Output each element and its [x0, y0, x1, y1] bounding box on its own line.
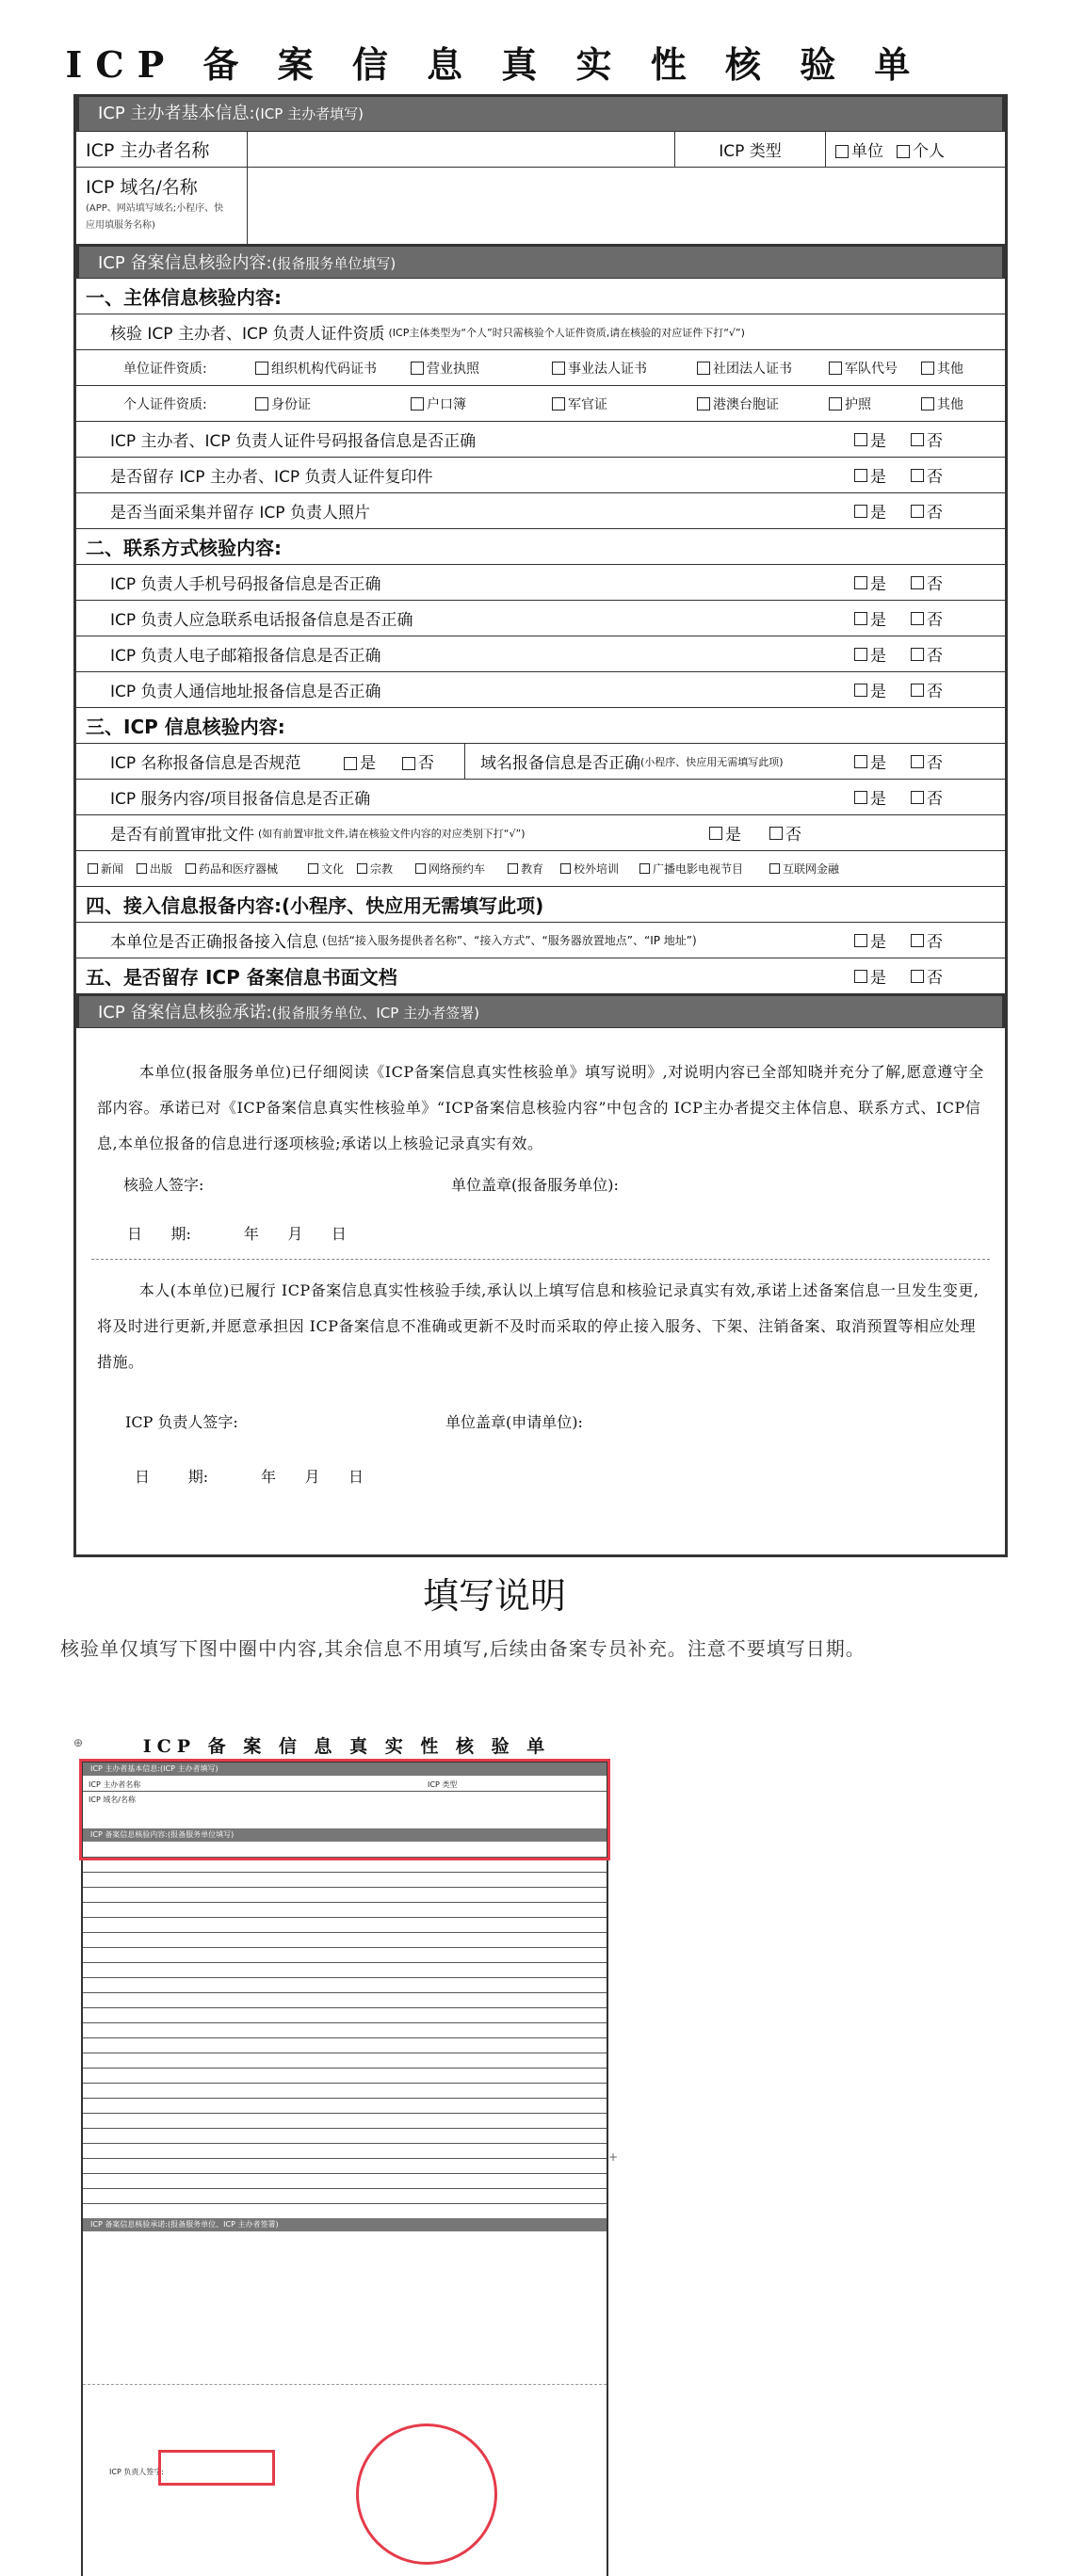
- s3-heading: 三、ICP 信息核验内容:: [76, 707, 1005, 743]
- yes-checkbox[interactable]: 是: [854, 601, 886, 636]
- check-bar-title: ICP 备案信息核验内容:: [98, 253, 272, 273]
- promise-bar-note: (报备服务单位、ICP 主办者签署): [271, 1005, 479, 1022]
- checkbox-icon: [897, 145, 910, 158]
- dashed-divider: [91, 1259, 990, 1260]
- no-checkbox[interactable]: 否: [911, 958, 943, 993]
- no-checkbox[interactable]: 否: [911, 458, 943, 492]
- approval-opt[interactable]: 网络预约车: [415, 861, 508, 877]
- check-bar-note: (报备服务单位填写): [271, 255, 396, 272]
- unit-opt-0[interactable]: 组织机构代码证书: [255, 359, 411, 378]
- approval-opt[interactable]: 广播电影电视节目: [639, 861, 769, 877]
- host-name-label: ICP 主办者名称: [76, 132, 248, 167]
- unit-opt-1[interactable]: 营业执照: [411, 359, 552, 378]
- s1-q0-note: (ICP主体类型为“个人”时只需核验个人证件资质,请在核验的对应证件下打“√”): [388, 326, 745, 339]
- unit-seal-label-1: 单位盖章(报备服务单位):: [451, 1176, 619, 1194]
- icp-type-person[interactable]: 个人: [897, 137, 945, 161]
- s1-q0: [76, 314, 1005, 349]
- s2-q3: ICP 负责人电子邮箱报备信息是否正确 是 否: [76, 636, 1005, 671]
- host-domain-row: [76, 167, 1005, 244]
- s1-q2: 是否留存 ICP 主办者、ICP 负责人证件复印件 是 否: [76, 457, 1005, 492]
- s3-q1-no[interactable]: 否: [402, 749, 464, 773]
- s2-heading: 二、联系方式核验内容:: [76, 528, 1005, 564]
- thumb-name-label: ICP 主办者名称: [89, 1780, 141, 1789]
- highlight-signature: [158, 2450, 275, 2486]
- s1-heading: 一、主体信息核验内容:: [76, 278, 1005, 314]
- thumb-sign-label: ICP 负责人签字:: [109, 2468, 165, 2476]
- approval-opt[interactable]: 教育: [508, 861, 560, 877]
- yes-checkbox[interactable]: 是: [854, 923, 886, 958]
- yes-checkbox[interactable]: 是: [854, 565, 886, 600]
- host-info-bar-title: ICP 主办者基本信息:: [98, 104, 255, 123]
- domain-hint-1: (APP、网站填写域名;小程序、快: [86, 203, 224, 214]
- yes-checkbox[interactable]: 是: [854, 744, 886, 779]
- promise-para-1: 本单位(报备服务单位)已仔细阅读《ICP备案信息真实性核验单》填写说明》,对说明内容已全部知晓并充分了解,愿意遵守全部内容。承诺已对《ICP备案信息真实性核验单》“ICP备案信息核验内容”中包含的 ICP主办者提交主体信息、联系方式、ICP信息,本单位报备的信息进行逐项核验;承诺以上核验记录真实有效。: [97, 1063, 984, 1152]
- unit-opt-5[interactable]: 其他: [921, 359, 963, 378]
- date-line-1: 日 期: 年 月 日: [127, 1225, 347, 1243]
- s1-q1: ICP 主办者、ICP 负责人证件号码报备信息是否正确 是 否: [76, 421, 1005, 457]
- person-opt-5[interactable]: 其他: [921, 394, 963, 413]
- host-info-bar: [76, 97, 1005, 131]
- instructions-body: 核验单仅填写下图中圈中内容,其余信息不用填写,后续由备案专员补充。注意不要填写日期。: [60, 1637, 866, 1660]
- person-cert-row: [76, 385, 1005, 421]
- no-checkbox[interactable]: 否: [911, 565, 943, 600]
- unit-opt-3[interactable]: 社团法人证书: [697, 359, 829, 378]
- verification-form: [73, 94, 1008, 1557]
- domain-label-cell: [76, 168, 248, 244]
- person-opt-0[interactable]: 身份证: [255, 394, 411, 413]
- move-handle-icon: ⊕: [73, 1736, 84, 1749]
- checkbox-icon: [835, 145, 849, 158]
- thumb-bar-1-text: ICP 主办者基本信息:(ICP 主办者填写): [90, 1764, 218, 1773]
- thumb-type-label: ICP 类型: [428, 1780, 458, 1789]
- no-checkbox[interactable]: 否: [911, 601, 943, 636]
- no-checkbox[interactable]: 否: [911, 744, 943, 779]
- domain-hint-2: 应用填服务名称): [86, 220, 155, 231]
- s5-heading: 五、是否留存 ICP 备案信息书面文档: [86, 966, 397, 989]
- no-checkbox[interactable]: 否: [911, 422, 943, 457]
- yes-checkbox[interactable]: 是: [854, 458, 886, 492]
- promise-body: [76, 1027, 1005, 1554]
- s2-q1: ICP 负责人手机号码报备信息是否正确 是 否: [76, 564, 1005, 600]
- approval-opt[interactable]: 宗教: [357, 861, 415, 877]
- s3-q3-yes[interactable]: 是: [709, 815, 741, 850]
- s2-q2: ICP 负责人应急联系电话报备信息是否正确 是 否: [76, 600, 1005, 636]
- highlight-host-info: [79, 1759, 610, 1860]
- icp-type-options: [826, 132, 1005, 167]
- s4-q1: 本单位是否正确报备接入信息 (包括“接入服务提供者名称”、“接入方式”、“服务器放置地点”、“IP 地址”) 是 否: [76, 922, 1005, 958]
- s3-q3: 是否有前置审批文件 (如有前置审批文件,请在核验文件内容的对应类别下打“√”) 是 否: [76, 814, 1005, 850]
- approval-opt[interactable]: 校外培训: [560, 861, 639, 877]
- no-checkbox[interactable]: 否: [911, 672, 943, 707]
- approval-opt[interactable]: 出版: [137, 861, 186, 877]
- host-name-field[interactable]: [248, 132, 675, 167]
- check-bar: [76, 244, 1005, 278]
- no-checkbox[interactable]: 否: [911, 923, 943, 958]
- s3-q1: ICP 名称报备信息是否规范 是 否 域名报备信息是否正确 (小程序、快应用无需填写此项) 是 否: [76, 743, 1005, 779]
- yes-checkbox[interactable]: 是: [854, 493, 886, 528]
- icp-type-label: ICP 类型: [675, 132, 826, 167]
- person-opt-4[interactable]: 护照: [829, 394, 921, 413]
- s4-heading: 四、接入信息报备内容:(小程序、快应用无需填写此项): [76, 886, 1005, 922]
- s1-q3: 是否当面采集并留存 ICP 负责人照片 是 否: [76, 492, 1005, 528]
- s2-q4: ICP 负责人通信地址报备信息是否正确 是 否: [76, 671, 1005, 707]
- thumb-bar-3-text: ICP 备案信息核验承诺:(报备服务单位、ICP 主办者签署): [90, 2220, 279, 2229]
- promise-bar: [76, 993, 1005, 1027]
- thumb-bar-2-text: ICP 备案信息核验内容:(报备服务单位填写): [90, 1830, 235, 1839]
- domain-field[interactable]: [248, 168, 1005, 244]
- promise-para-2: 本人(本单位)已履行 ICP备案信息真实性核验手续,承认以上填写信息和核验记录真实有效,承诺上述备案信息一旦发生变更,将及时进行更新,并愿意承担因 ICP备案信息不准确或更新不及时而采取的停止接入服务、下架、注销备案、取消预置等相应处理措施。: [97, 1281, 979, 1371]
- s3-q1-yes[interactable]: 是: [344, 749, 402, 773]
- unit-seal-label-2: 单位盖章(申请单位):: [445, 1413, 583, 1431]
- add-icon: +: [608, 2150, 619, 2164]
- instructions-heading: 填写说明: [422, 1575, 566, 1617]
- yes-checkbox[interactable]: 是: [854, 958, 886, 993]
- promise-bar-title: ICP 备案信息核验承诺:: [98, 1003, 272, 1022]
- form-title: ICP 备 案 信 息 真 实 性 核 验 单: [65, 43, 924, 86]
- verifier-sign-label: 核验人签字:: [123, 1176, 204, 1194]
- icp-type-unit[interactable]: 单位: [835, 137, 883, 161]
- approval-opt[interactable]: 互联网金融: [769, 861, 839, 877]
- unit-opt-2[interactable]: 事业法人证书: [552, 359, 697, 378]
- no-checkbox[interactable]: 否: [911, 493, 943, 528]
- unit-cert-label: 单位证件资质:: [123, 361, 207, 377]
- s5-row: [76, 958, 1005, 993]
- date-line-2: 日 期: 年 月 日: [135, 1468, 364, 1486]
- domain-label: ICP 域名/名称: [86, 177, 198, 198]
- person-cert-label: 个人证件资质:: [123, 396, 207, 412]
- yes-checkbox[interactable]: 是: [854, 636, 886, 671]
- s3-q2: ICP 服务内容/项目报备信息是否正确 是 否: [76, 779, 1005, 814]
- host-info-bar-note: (ICP 主办者填写): [254, 105, 364, 122]
- host-name-row: [76, 131, 1005, 167]
- yes-checkbox[interactable]: 是: [854, 422, 886, 457]
- no-checkbox[interactable]: 否: [911, 636, 943, 671]
- yes-checkbox[interactable]: 是: [854, 672, 886, 707]
- approval-opts-row: [76, 850, 1005, 886]
- approval-opt[interactable]: 新闻: [88, 861, 137, 877]
- no-checkbox[interactable]: 否: [911, 780, 943, 814]
- s1-q0-text: 核验 ICP 主办者、ICP 负责人证件资质: [110, 325, 385, 344]
- person-opt-3[interactable]: 港澳台胞证: [697, 394, 829, 413]
- person-opt-2[interactable]: 军官证: [552, 394, 697, 413]
- icp-sign-label: ICP 负责人签字:: [125, 1413, 238, 1431]
- approval-opt[interactable]: 文化: [308, 861, 357, 877]
- person-opt-1[interactable]: 户口簿: [411, 394, 552, 413]
- yes-checkbox[interactable]: 是: [854, 780, 886, 814]
- approval-opt[interactable]: 药品和医疗器械: [186, 861, 308, 877]
- unit-cert-row: [76, 349, 1005, 385]
- s3-q3-no[interactable]: 否: [769, 815, 801, 850]
- unit-opt-4[interactable]: 军队代号: [829, 359, 921, 378]
- thumbnail-title: ICP 备 案 信 息 真 实 性 核 验 单: [142, 1736, 551, 1757]
- form-thumbnail: [72, 1729, 622, 2576]
- highlight-seal: [356, 2423, 497, 2565]
- thumb-domain-label: ICP 域名/名称: [89, 1795, 137, 1804]
